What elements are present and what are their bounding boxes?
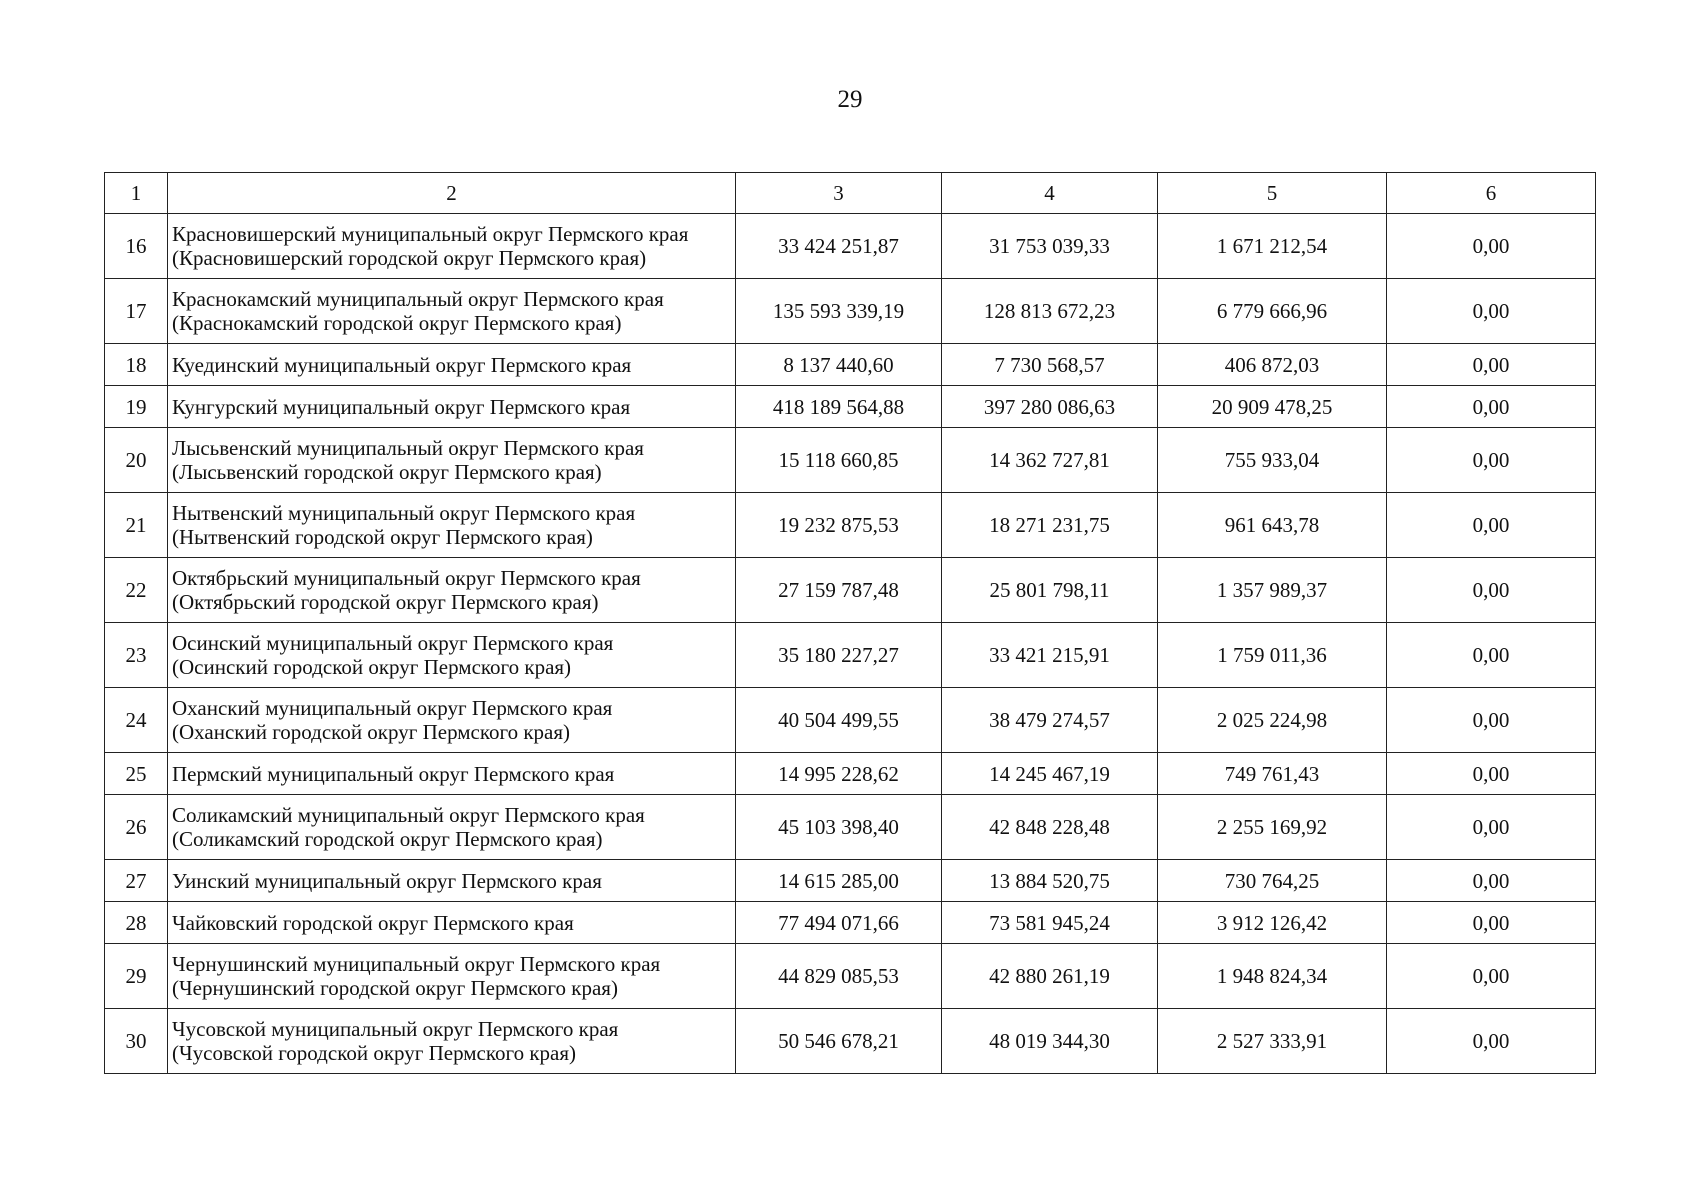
amount-col-6: 0,00 — [1387, 688, 1596, 753]
municipality-name-line: (Осинский городской округ Пермского края) — [172, 655, 572, 679]
amount-col-6: 0,00 — [1387, 386, 1596, 428]
table-row — [105, 902, 1596, 944]
amount-col-3: 135 593 339,19 — [736, 279, 942, 344]
municipality-name — [168, 386, 736, 428]
municipality-name-line: Пермский муниципальный округ Пермского края — [172, 761, 615, 786]
municipality-name-line: Чусовской муниципальный округ Пермского края — [172, 1017, 619, 1041]
municipality-name-line: Кунгурский муниципальный округ Пермского края — [172, 394, 631, 419]
column-header: 4 — [942, 173, 1158, 214]
table-row — [105, 623, 1596, 688]
municipality-name — [168, 344, 736, 386]
row-number: 25 — [105, 753, 168, 795]
amount-col-6: 0,00 — [1387, 279, 1596, 344]
table-header-row — [105, 173, 1596, 214]
amount-col-4: 31 753 039,33 — [942, 214, 1158, 279]
amount-col-6: 0,00 — [1387, 1009, 1596, 1074]
amount-col-5: 1 759 011,36 — [1158, 623, 1387, 688]
amount-col-5: 1 357 989,37 — [1158, 558, 1387, 623]
amount-col-3: 14 615 285,00 — [736, 860, 942, 902]
amount-col-4: 18 271 231,75 — [942, 493, 1158, 558]
amount-col-6: 0,00 — [1387, 623, 1596, 688]
municipality-name — [168, 623, 736, 688]
column-header: 3 — [736, 173, 942, 214]
table-row — [105, 344, 1596, 386]
amount-col-6: 0,00 — [1387, 344, 1596, 386]
municipality-name-line: Чернушинский муниципальный округ Пермского края — [172, 952, 661, 976]
municipality-name — [168, 944, 736, 1009]
municipality-name-line: (Лысьвенский городской округ Пермского края) — [172, 460, 602, 484]
amount-col-4: 13 884 520,75 — [942, 860, 1158, 902]
amount-col-3: 44 829 085,53 — [736, 944, 942, 1009]
municipality-name-line: Лысьвенский муниципальный округ Пермского края — [172, 436, 644, 460]
amount-col-6: 0,00 — [1387, 493, 1596, 558]
amount-col-5: 20 909 478,25 — [1158, 386, 1387, 428]
amount-col-4: 397 280 086,63 — [942, 386, 1158, 428]
municipality-name — [168, 795, 736, 860]
allocation-table — [104, 172, 1596, 1074]
amount-col-3: 8 137 440,60 — [736, 344, 942, 386]
table-row — [105, 795, 1596, 860]
amount-col-6: 0,00 — [1387, 944, 1596, 1009]
amount-col-5: 2 025 224,98 — [1158, 688, 1387, 753]
municipality-name-line: Красновишерский муниципальный округ Пермского края — [172, 222, 689, 246]
table-row — [105, 214, 1596, 279]
row-number: 22 — [105, 558, 168, 623]
amount-col-6: 0,00 — [1387, 214, 1596, 279]
amount-col-6: 0,00 — [1387, 753, 1596, 795]
row-number: 24 — [105, 688, 168, 753]
amount-col-6: 0,00 — [1387, 795, 1596, 860]
amount-col-3: 14 995 228,62 — [736, 753, 942, 795]
municipality-name-line: (Октябрьский городской округ Пермского края) — [172, 590, 599, 614]
row-number: 26 — [105, 795, 168, 860]
table-body — [105, 173, 1596, 1074]
amount-col-3: 40 504 499,55 — [736, 688, 942, 753]
municipality-name-line: (Оханский городской округ Пермского края) — [172, 720, 571, 744]
amount-col-5: 406 872,03 — [1158, 344, 1387, 386]
table-row — [105, 944, 1596, 1009]
table-row — [105, 386, 1596, 428]
column-header: 5 — [1158, 173, 1387, 214]
municipality-name — [168, 902, 736, 944]
amount-col-4: 48 019 344,30 — [942, 1009, 1158, 1074]
amount-col-3: 50 546 678,21 — [736, 1009, 942, 1074]
table-row — [105, 493, 1596, 558]
municipality-name-line: (Нытвенский городской округ Пермского края) — [172, 525, 593, 549]
table-row — [105, 428, 1596, 493]
table-row — [105, 753, 1596, 795]
amount-col-5: 749 761,43 — [1158, 753, 1387, 795]
municipality-name-line: (Соликамский городской округ Пермского края) — [172, 827, 603, 851]
amount-col-3: 35 180 227,27 — [736, 623, 942, 688]
municipality-name — [168, 214, 736, 279]
municipality-name — [168, 688, 736, 753]
amount-col-6: 0,00 — [1387, 558, 1596, 623]
municipality-name-line: Осинский муниципальный округ Пермского края — [172, 631, 614, 655]
row-number: 28 — [105, 902, 168, 944]
amount-col-3: 27 159 787,48 — [736, 558, 942, 623]
amount-col-5: 730 764,25 — [1158, 860, 1387, 902]
row-number: 19 — [105, 386, 168, 428]
municipality-name — [168, 860, 736, 902]
amount-col-3: 77 494 071,66 — [736, 902, 942, 944]
row-number: 17 — [105, 279, 168, 344]
amount-col-4: 73 581 945,24 — [942, 902, 1158, 944]
municipality-name-line: Оханский муниципальный округ Пермского края — [172, 696, 613, 720]
amount-col-3: 33 424 251,87 — [736, 214, 942, 279]
municipality-name — [168, 753, 736, 795]
amount-col-4: 7 730 568,57 — [942, 344, 1158, 386]
municipality-name — [168, 558, 736, 623]
amount-col-4: 42 880 261,19 — [942, 944, 1158, 1009]
row-number: 30 — [105, 1009, 168, 1074]
amount-col-6: 0,00 — [1387, 902, 1596, 944]
row-number: 27 — [105, 860, 168, 902]
amount-col-5: 6 779 666,96 — [1158, 279, 1387, 344]
municipality-name — [168, 279, 736, 344]
municipality-name-line: Краснокамский муниципальный округ Пермского края — [172, 287, 664, 311]
amount-col-4: 14 362 727,81 — [942, 428, 1158, 493]
amount-col-4: 128 813 672,23 — [942, 279, 1158, 344]
municipality-name-line: Нытвенский муниципальный округ Пермского края — [172, 501, 636, 525]
amount-col-5: 1 948 824,34 — [1158, 944, 1387, 1009]
row-number: 23 — [105, 623, 168, 688]
municipality-name-line: (Чернушинский городской округ Пермского края) — [172, 976, 618, 1000]
amount-col-3: 45 103 398,40 — [736, 795, 942, 860]
amount-col-3: 418 189 564,88 — [736, 386, 942, 428]
amount-col-4: 25 801 798,11 — [942, 558, 1158, 623]
row-number: 21 — [105, 493, 168, 558]
row-number: 20 — [105, 428, 168, 493]
municipality-name-line: Куединский муниципальный округ Пермского края — [172, 352, 632, 377]
table-row — [105, 860, 1596, 902]
municipality-name — [168, 493, 736, 558]
amount-col-5: 3 912 126,42 — [1158, 902, 1387, 944]
table-row — [105, 688, 1596, 753]
page-number: 29 — [837, 86, 863, 113]
row-number: 16 — [105, 214, 168, 279]
municipality-name-line: Октябрьский муниципальный округ Пермского края — [172, 566, 641, 590]
amount-col-5: 961 643,78 — [1158, 493, 1387, 558]
municipality-name-line: Соликамский муниципальный округ Пермского края — [172, 803, 645, 827]
column-header: 1 — [105, 173, 168, 214]
municipality-name-line: Чайковский городской округ Пермского края — [172, 910, 574, 935]
amount-col-3: 19 232 875,53 — [736, 493, 942, 558]
amount-col-5: 755 933,04 — [1158, 428, 1387, 493]
amount-col-5: 2 255 169,92 — [1158, 795, 1387, 860]
column-header: 6 — [1387, 173, 1596, 214]
table-row — [105, 1009, 1596, 1074]
amount-col-5: 2 527 333,91 — [1158, 1009, 1387, 1074]
municipality-name-line: (Красновишерский городской округ Пермского края) — [172, 246, 647, 270]
amount-col-5: 1 671 212,54 — [1158, 214, 1387, 279]
row-number: 18 — [105, 344, 168, 386]
column-header: 2 — [168, 173, 736, 214]
municipality-name-line: Уинский муниципальный округ Пермского края — [172, 868, 602, 893]
municipality-name — [168, 428, 736, 493]
municipality-name-line: (Чусовской городской округ Пермского края) — [172, 1041, 577, 1065]
amount-col-4: 42 848 228,48 — [942, 795, 1158, 860]
table-row — [105, 279, 1596, 344]
row-number: 29 — [105, 944, 168, 1009]
amount-col-3: 15 118 660,85 — [736, 428, 942, 493]
amount-col-4: 14 245 467,19 — [942, 753, 1158, 795]
municipality-name-line: (Краснокамский городской округ Пермского края) — [172, 311, 622, 335]
amount-col-6: 0,00 — [1387, 860, 1596, 902]
municipality-name — [168, 1009, 736, 1074]
amount-col-4: 38 479 274,57 — [942, 688, 1158, 753]
table-row — [105, 558, 1596, 623]
amount-col-6: 0,00 — [1387, 428, 1596, 493]
amount-col-4: 33 421 215,91 — [942, 623, 1158, 688]
